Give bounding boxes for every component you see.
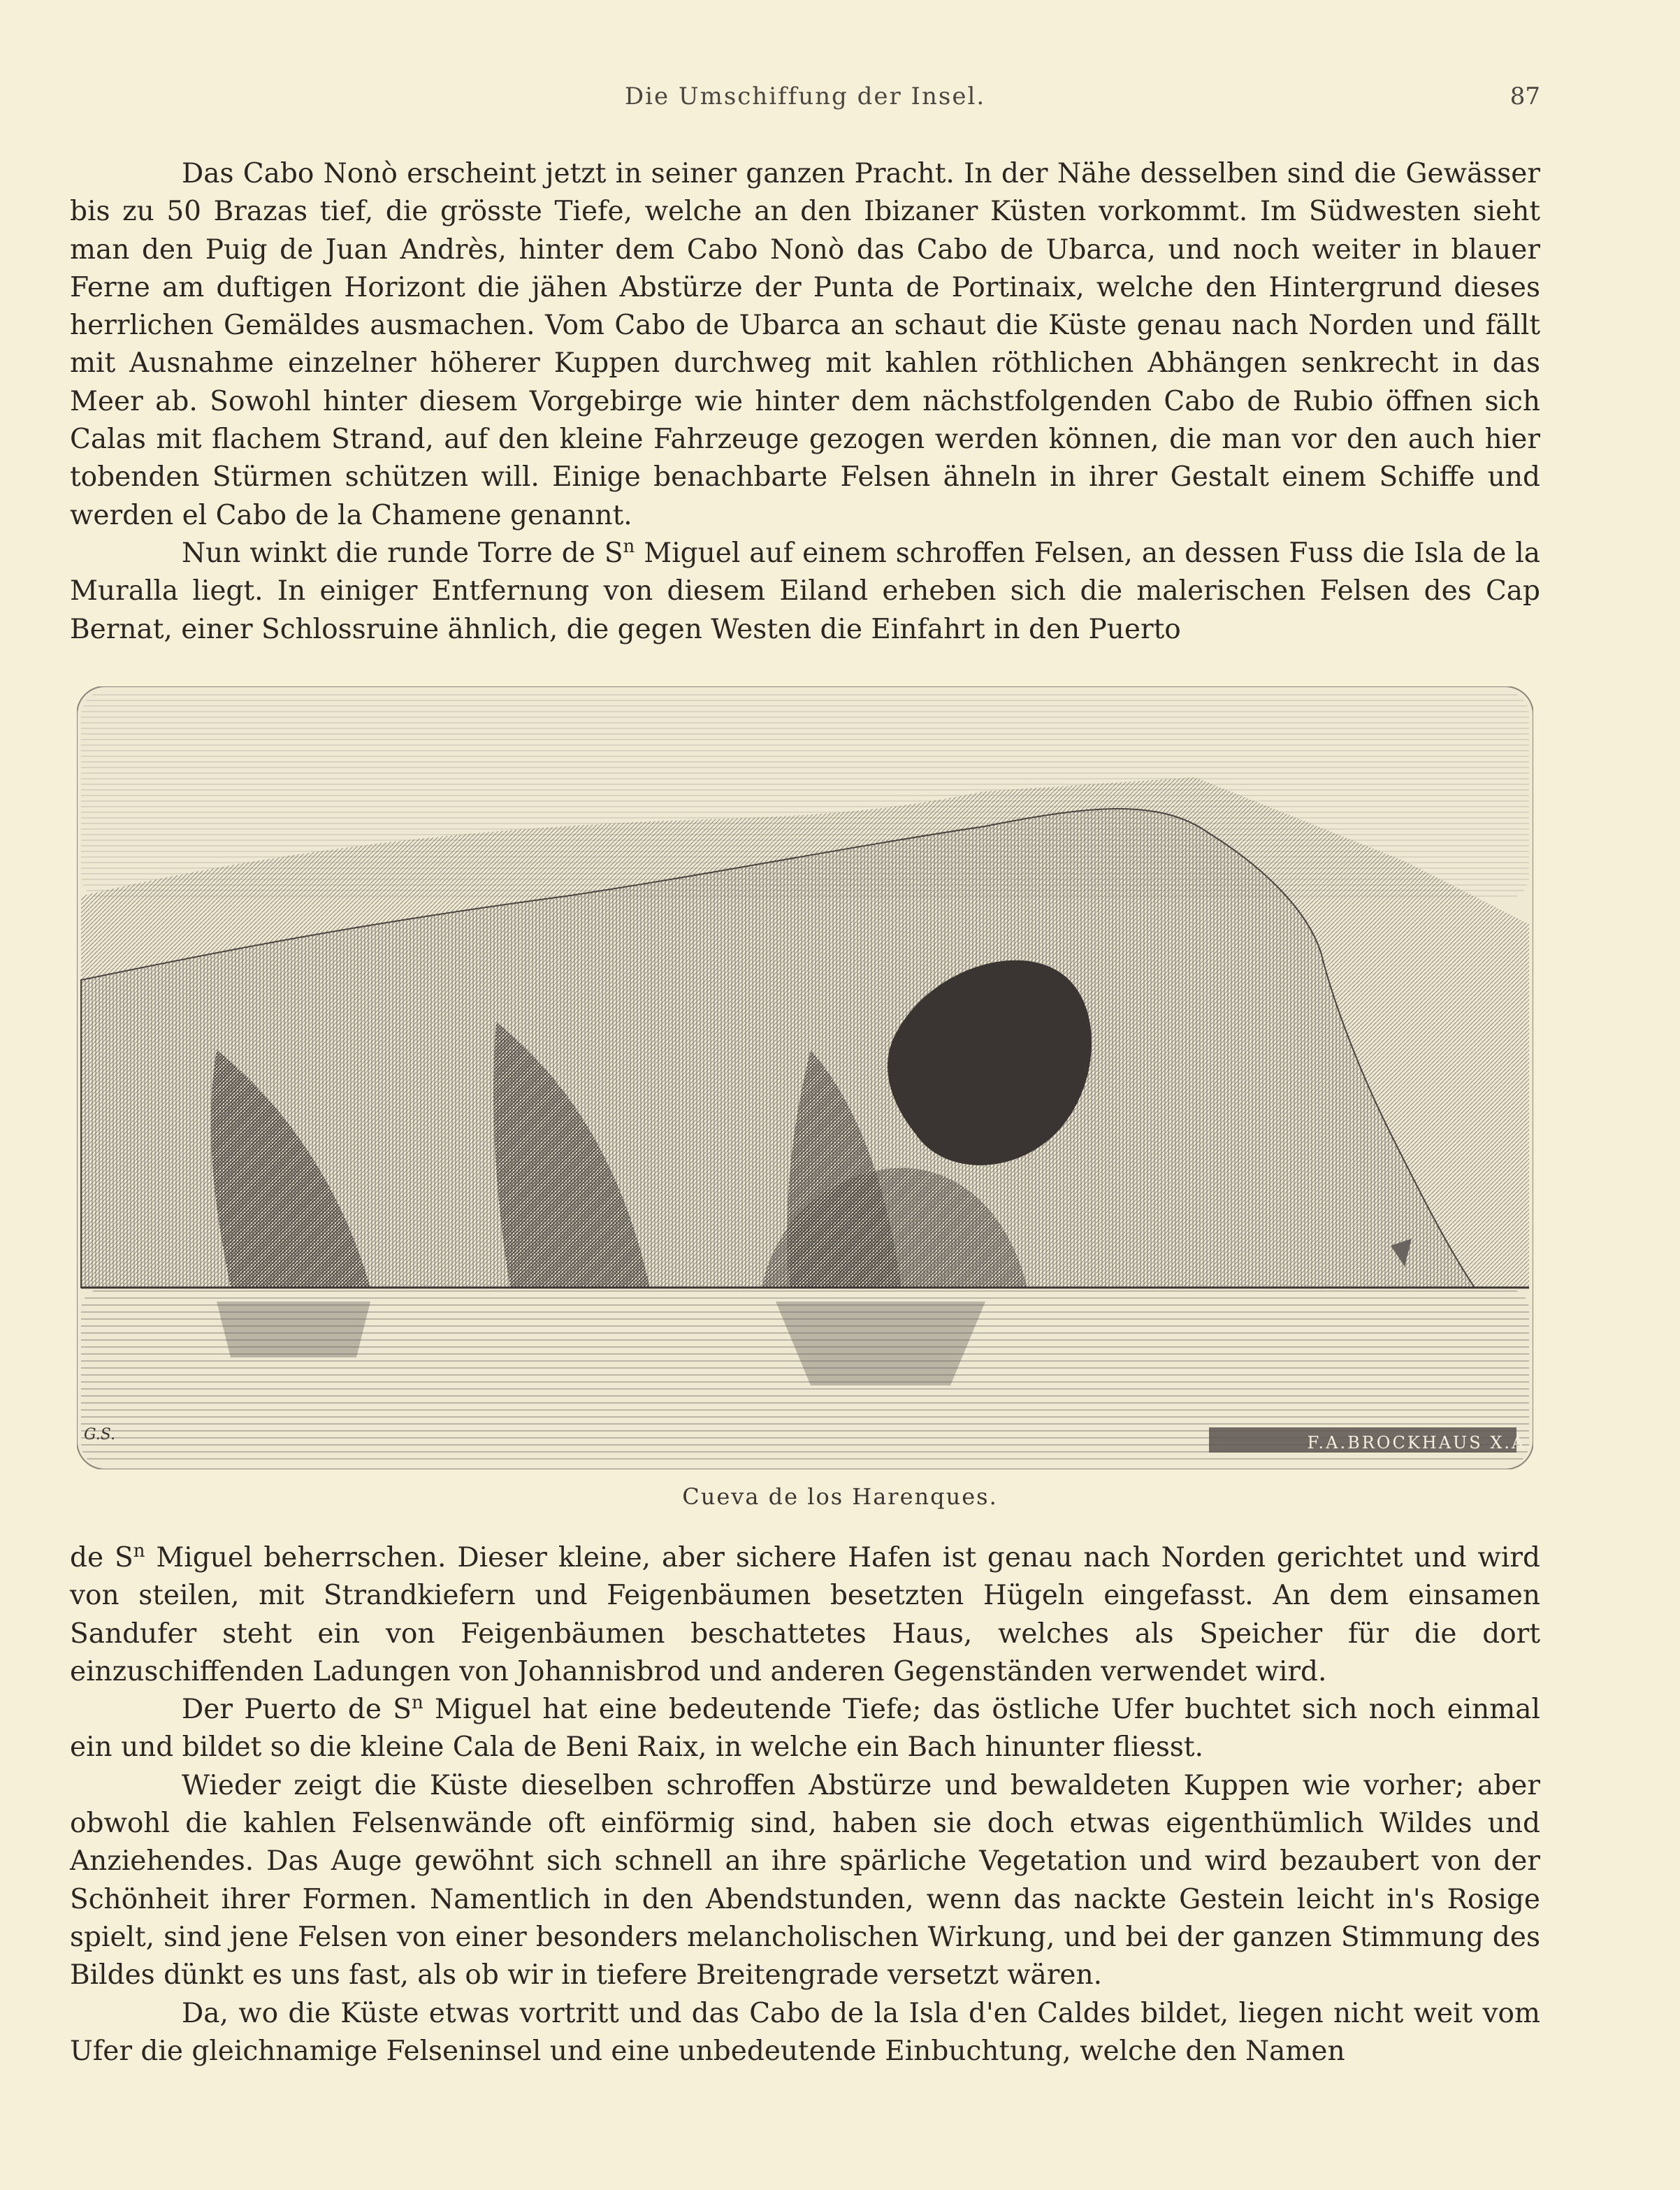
superscript: n: [623, 535, 635, 557]
paragraph-text: Miguel beherrschen. Dieser kleine, aber sichere Hafen ist genau nach Norden gerichtet und wird von steilen, mit Strandkiefern und Feigenbäumen besetzten Hügeln eingefasst. An dem einsamen Sandufer steht ein von Feigenbäumen beschattetes Haus, welches als Speicher für die dort einzuschiffenden Ladungen von Johannisbrod und anderen Gegenständen verwendet wird.: [70, 1542, 1540, 1687]
paragraph-text: Der Puerto de S: [182, 1694, 412, 1726]
text-block-bottom: [70, 1539, 1540, 2070]
superscript: n: [411, 1692, 423, 1714]
paragraph-text: Miguel hat eine bedeutende Tiefe; das östliche Ufer buchtet sich noch einmal ein und bildet so die kleine Cala de Beni Raix, in welche ein Bach hinunter fliesst.: [70, 1694, 1540, 1764]
illustration-cueva: [77, 686, 1533, 1469]
page-header: [70, 82, 1540, 124]
paragraph: Das Cabo Nonò erscheint jetzt in seiner ganzen Pracht. In der Nähe desselben sind die Gewässer bis zu 50 Brazas tief, die grösste Tiefe, welche an den Ibizaner Küsten vorkommt. Im Südwesten sieht man den Puig de Juan Andrès, hinter dem Cabo Nonò das Cabo de Ubarca, und noch weiter in blauer Ferne am duftigen Horizont die jähen Abstürze der Punta de Portinaix, welche den Hintergrund dieses herrlichen Gemäldes ausmachen. Vom Cabo de Ubarca an schaut die Küste genau nach Norden und fällt mit Ausnahme einzelner höherer Kuppen durchweg mit kahlen röthlichen Abhängen senkrecht in das Meer ab. Sowohl hinter diesem Vorgebirge wie hinter dem nächstfolgenden Cabo de Rubio öffnen sich Calas mit flachem Strand, auf den kleine Fahrzeuge gezogen werden können, die man vor den auch hier tobenden Stürmen schützen will. Einige benachbarte Felsen ähneln in ihrer Gestalt einem Schiffe und werden el Cabo de la Chamene genannt.: [70, 158, 1540, 531]
engraving-image: [77, 686, 1533, 1469]
paragraph: Da, wo die Küste etwas vortritt und das Cabo de la Isla d'en Caldes bildet, liegen nicht weit vom Ufer die gleichnamige Felseninsel und eine unbedeutende Einbuchtung, welche den Namen: [70, 1997, 1540, 2067]
paragraph: [70, 1691, 1540, 1767]
text-block-top: [70, 155, 1540, 649]
paragraph-text: Miguel auf einem schroffen Felsen, an dessen Fuss die Isla de la Muralla liegt. In einiger Entfernung von diesem Eiland erheben sich die malerischen Felsen des Cap Bernat, einer Schlossruine ähnlich, die gegen Westen die Einfahrt in den Puerto: [70, 537, 1540, 645]
superscript: n: [133, 1541, 145, 1562]
publisher-signature: F.A.BROCKHAUS X.A.: [1307, 1433, 1533, 1453]
paragraph-text: Nun winkt die runde Torre de S: [182, 537, 623, 569]
page-number: 87: [1509, 82, 1540, 110]
paragraph: [70, 1539, 1540, 1691]
paragraph: [70, 535, 1540, 649]
figure-caption: Cueva de los Harenques.: [682, 1483, 998, 1510]
running-title: Die Umschiffung der Insel.: [624, 82, 986, 110]
engraver-signature: G.S.: [84, 1426, 116, 1443]
paragraph-text: de S: [70, 1542, 133, 1573]
paragraph: Wieder zeigt die Küste dieselben schroffen Abstürze und bewaldeten Kuppen wie vorher; aber obwohl die kahlen Felsenwände oft einförmig sind, haben sie doch etwas eigenthümlich Wildes und Anziehendes. Das Auge gewöhnt sich schnell an ihre spärliche Vegetation und wird bezaubert von der Schönheit ihrer Formen. Namentlich in den Abendstunden, wenn das nackte Gestein leicht in's Rosige spielt, sind jene Felsen von einer besonders melancholischen Wirkung, und bei der ganzen Stimmung des Bildes dünkt es uns fast, als ob wir in tiefere Breitengrade versetzt wären.: [70, 1769, 1540, 1991]
